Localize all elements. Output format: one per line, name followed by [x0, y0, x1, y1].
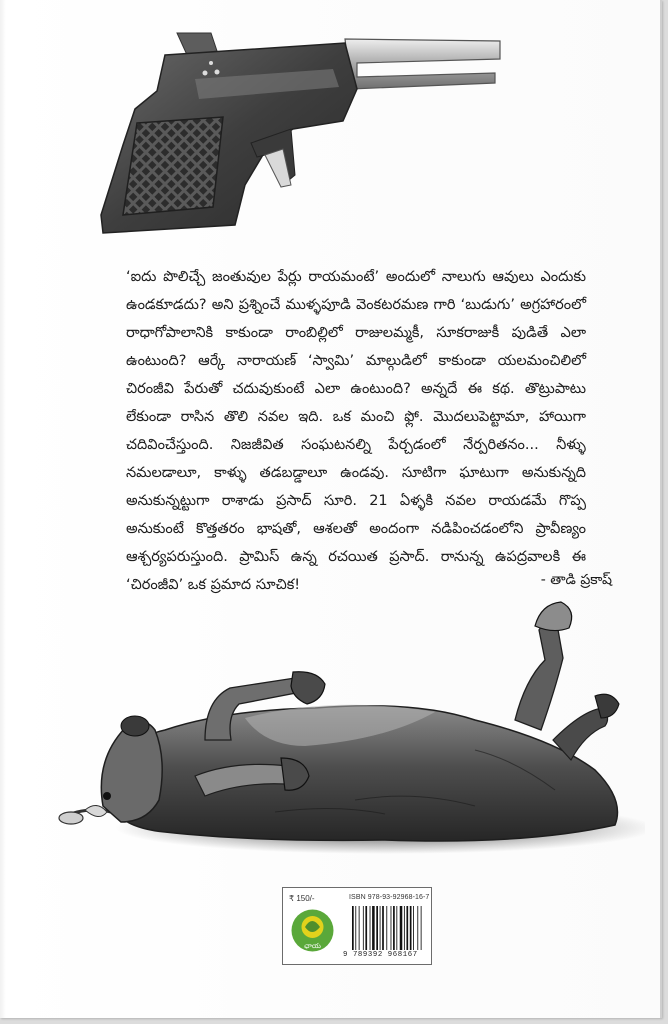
barcode-bar: [421, 906, 422, 950]
toy-pistol-illustration: [95, 25, 510, 245]
price-label: ₹ 150/-: [289, 894, 315, 903]
barcode-bar: [372, 906, 375, 950]
barcode-bar: [376, 906, 378, 950]
barcode-bar: [365, 906, 367, 950]
isbn-label: ISBN 978-93-92968-16-7: [349, 894, 430, 901]
barcode-bar: [363, 906, 364, 950]
barcode-bar: [393, 906, 395, 950]
barcode-bar: [386, 906, 387, 950]
page-edge-shadow: [0, 0, 6, 1018]
barcode-number: 9 789392 968167: [343, 951, 418, 959]
barcode-bar: [396, 906, 397, 950]
blurb-text: ‘ఐదు పొలిచ్చే జంతువుల పేర్లు రాయమంటే’ అందులో నాలుగు ఆవులు ఎందుకు ఉండకూడదు? అని ప్రశ్నించే ముళ్ళపూడి వెంకటరమణ గారి ‘బుడుగు’ అగ్రహారంలో రాధాగోపాలానికి కాకుండా రాంబిల్లిలో రాజులమ్మకీ, సూకరాజుకీ పుడితే ఎలా ఉంటుంది? ఆర్కే నారాయణ్ ‘స్వామి’ మాల్గుడిలో కాకుండా యలమంచిలిలో చిరంజీవి పేరుతో చదువుకుంటే ఎలా ఉంటుంది? అన్నదే ఈ కథ. తొట్రుపాటు లేకుండా రాసిన తొలి నవల ఇది. ఒక మంచి ఫ్లో. మొదలుపెట్టామా, హాయిగా చదివించేస్తుంది. నిజజీవిత సంఘటనల్ని పేర్చడంలో నేర్పరితనం... నీళ్ళు నమలడాలూ, కాళ్ళు తడబడ్డాలూ ఉండవు. సూటిగా ఘాటుగా అనుకున్నది అనుకున్నట్టుగా రాశాడు ప్రసాద్ సూరి. 21 ఏళ్ళకి నవల రాయడమే గొప్ప అనుకుంటే కొత్తతరం భాషతో, ఆశలతో అందంగా నడిపించడంలోని ప్రావీణ్యం ఆశ్చర్యపరుస్తుంది. ప్రామిస్ ఉన్న రచయిత ప్రసాద్. రానున్న ఉపద్రవాలకి ఈ ‘చిరంజీవి’ ఒక ప్రమాద సూచిక!: [126, 269, 586, 593]
barcode-bars: [351, 906, 427, 950]
barcode-bar: [391, 906, 392, 950]
barcode-bar: [410, 906, 412, 950]
barcode-bar: [404, 906, 405, 950]
barcode-bar: [406, 906, 408, 950]
barcode-bar: [417, 906, 418, 950]
barcode-bar: [380, 906, 381, 950]
publisher-logo-icon: [290, 907, 335, 954]
barcode-bar: [352, 906, 354, 950]
barcode-bar: [355, 906, 356, 950]
barcode-price-box: [282, 887, 432, 965]
barcode-bar: [382, 906, 384, 950]
barcode-bar: [370, 906, 371, 950]
calf-illustration: [55, 600, 645, 870]
barcode-bar: [400, 906, 403, 950]
barcode-bar: [359, 906, 360, 950]
publisher-logo-text: ఛాయ: [304, 942, 321, 950]
blurb-attribution: - తాడి ప్రకాష్: [540, 572, 612, 588]
barcode-bar: [413, 906, 414, 950]
